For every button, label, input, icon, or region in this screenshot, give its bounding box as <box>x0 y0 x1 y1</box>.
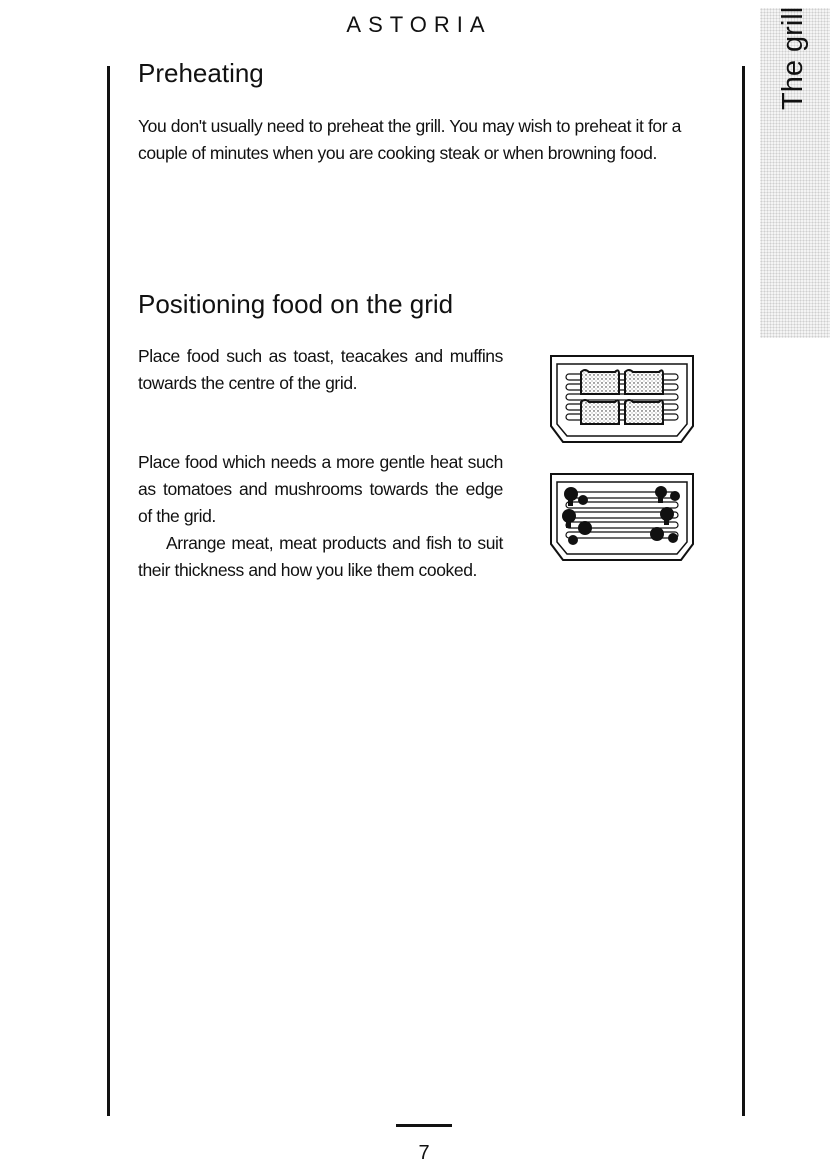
centre-placement-text: Place food such as toast, teacakes and muffins towards the centre of the grid. <box>138 346 503 393</box>
grill-pan-mushrooms-edge-icon <box>549 472 695 564</box>
left-margin-rule <box>107 66 110 1116</box>
preheating-text: You don't usually need to preheat the grill. You may wish to preheat it for a couple of minutes when you are cooking steak or when browning food. <box>138 116 681 163</box>
meat-placement-text: Arrange meat, meat products and fish to suit their thickness and how you like them cooked. <box>138 533 503 580</box>
edge-placement-block <box>138 449 503 584</box>
brand-header: ASTORIA <box>346 12 492 37</box>
page-number: 7 <box>418 1142 430 1164</box>
grill-pan-toast-centre-icon <box>549 354 695 446</box>
page-number-rule <box>396 1124 452 1127</box>
preheating-heading: Preheating <box>138 58 264 88</box>
positioning-heading: Positioning food on the grid <box>138 289 454 319</box>
right-margin-rule <box>742 66 745 1116</box>
section-tab-label: The grill <box>777 6 809 110</box>
edge-placement-text: Place food which needs a more gentle heat such as tomatoes and mushrooms towards the edge of the grid. <box>138 452 503 526</box>
